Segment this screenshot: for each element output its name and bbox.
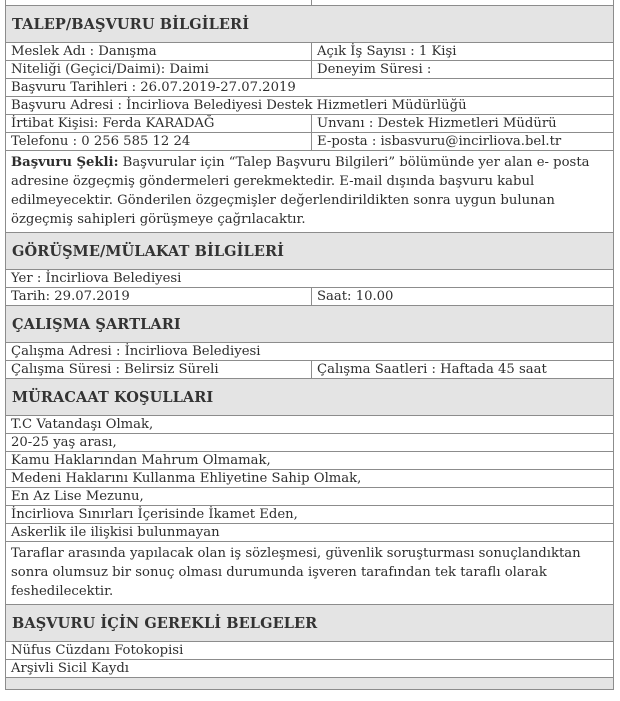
row-niteligi	[5, 61, 614, 79]
gorusme-tarih: Tarih: 29.07.2019	[6, 288, 312, 305]
row-contract-note	[5, 542, 614, 605]
condition-item	[5, 524, 614, 542]
section-header-belgeler	[5, 605, 614, 642]
condition-text: T.C Vatandaşı Olmak,	[11, 417, 154, 432]
section-title: ÇALIŞMA ŞARTLARI	[12, 315, 181, 333]
condition-text: Kamu Haklarından Mahrum Olmamak,	[11, 453, 271, 468]
section-title: GÖRÜŞME/MÜLAKAT BİLGİLERİ	[12, 242, 285, 260]
document-item	[5, 660, 614, 678]
condition-text: 20-25 yaş arası,	[11, 435, 117, 450]
basvuru-sekli-text: Başvurular için “Talep Başvuru Bilgileri” bölümünde yer alan e- posta adresine özgeçmiş göndermeleri gerekmektedir. E-mail dışında başvuru kabul edilmeyecektir. Gönderilen özgeçmişler değerlendirildikten sonra uygun bulunan özgeçmiş sahipleri görüşmeye çağrılacaktır.	[11, 155, 590, 227]
job-posting-document	[5, 0, 614, 690]
row-irtibat	[5, 115, 614, 133]
row-basvuru-adresi	[5, 97, 614, 115]
row-calisma-adresi	[5, 343, 614, 361]
row-yer	[5, 270, 614, 288]
condition-text: En Az Lise Mezunu,	[11, 489, 144, 504]
section-header-muracaat	[5, 379, 614, 416]
row-basvuru-sekli	[5, 151, 614, 233]
section-header-calisma	[5, 306, 614, 343]
deneyim-suresi: Deneyim Süresi :	[317, 62, 432, 77]
truncated-cell-right	[312, 0, 613, 5]
basvuru-adresi: Başvuru Adresi : İncirliova Belediyesi Destek Hizmetleri Müdürlüğü	[11, 98, 467, 113]
acik-is-sayisi: Açık İş Sayısı : 1 Kişi	[317, 44, 457, 59]
document-item	[5, 642, 614, 660]
niteligi: Niteliği (Geçici/Daimi): Daimi	[6, 61, 312, 78]
calisma-adresi: Çalışma Adresi : İncirliova Belediyesi	[11, 344, 261, 359]
gorusme-saat: Saat: 10.00	[317, 289, 394, 304]
row-telefon	[5, 133, 614, 151]
basvuru-tarihleri: Başvuru Tarihleri : 26.07.2019-27.07.2019	[11, 80, 296, 95]
row-tarih	[5, 288, 614, 306]
unvani: Unvanı : Destek Hizmetleri Müdürü	[317, 116, 557, 131]
meslek-adi: Meslek Adı : Danışma	[6, 43, 312, 60]
row-calisma-suresi	[5, 361, 614, 379]
row-meslek	[5, 43, 614, 61]
condition-text: Medeni Haklarını Kullanma Ehliyetine Sahip Olmak,	[11, 471, 362, 486]
irtibat-kisisi: İrtibat Kişisi: Ferda KARADAĞ	[6, 115, 312, 132]
condition-text: İncirliova Sınırları İçerisinde İkamet Eden,	[11, 507, 298, 522]
condition-item	[5, 506, 614, 524]
basvuru-sekli-label: Başvuru Şekli:	[11, 155, 119, 170]
calisma-suresi: Çalışma Süresi : Belirsiz Süreli	[6, 361, 312, 378]
gorusme-yer: Yer : İncirliova Belediyesi	[11, 271, 182, 286]
basvuru-sekli	[6, 151, 613, 232]
section-title: MÜRACAAT KOŞULLARI	[12, 388, 214, 406]
condition-item	[5, 416, 614, 434]
section-header-talep	[5, 6, 614, 43]
contract-note: Taraflar arasında yapılacak olan iş sözleşmesi, güvenlik soruşturması sonuçlandıktan sonra olumsuz bir sonuç olması durumunda işveren tarafından tek taraflı olarak feshedilecektir.	[11, 546, 581, 599]
telefonu: Telefonu : 0 256 585 12 24	[6, 133, 312, 150]
condition-item	[5, 470, 614, 488]
condition-item	[5, 452, 614, 470]
calisma-saatleri: Çalışma Saatleri : Haftada 45 saat	[317, 362, 547, 377]
document-text: Nüfus Cüzdanı Fotokopisi	[11, 643, 184, 658]
section-title: TALEP/BAŞVURU BİLGİLERİ	[12, 15, 250, 33]
row-basvuru-tarihleri	[5, 79, 614, 97]
condition-text: Askerlik ile ilişkisi bulunmayan	[11, 525, 220, 540]
condition-item	[5, 488, 614, 506]
document-text: Arşivli Sicil Kaydı	[11, 661, 129, 676]
truncated-bottom-band	[5, 678, 614, 690]
section-header-gorusme	[5, 233, 614, 270]
condition-item	[5, 434, 614, 452]
eposta-link[interactable]: E-posta : isbasvuru@incirliova.bel.tr	[317, 134, 562, 149]
section-title: BAŞVURU İÇİN GEREKLİ BELGELER	[12, 614, 318, 632]
truncated-cell-left	[6, 0, 312, 5]
